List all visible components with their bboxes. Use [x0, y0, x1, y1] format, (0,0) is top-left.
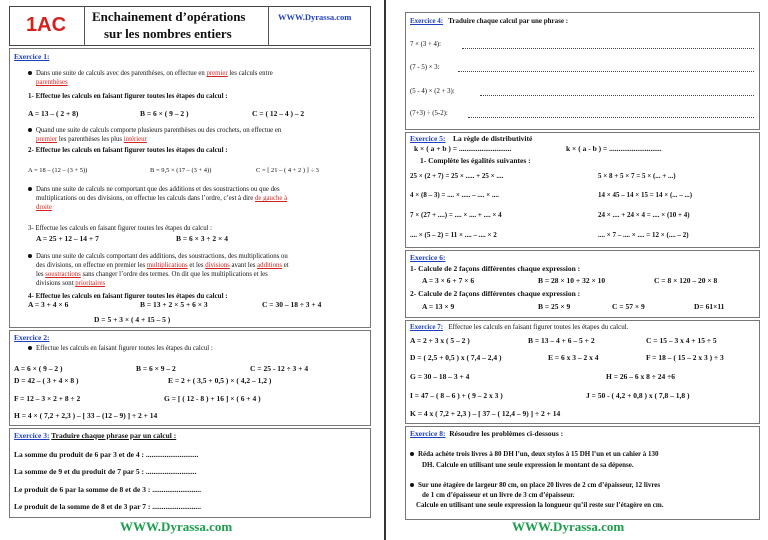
rule-2: Quand une suite de calculs comporte plusieurs parenthèses ou des crochets, on effectue en [28, 127, 281, 135]
exercice-5-title-row: Exercice 5: La règle de distributivité [410, 134, 533, 143]
left-footer-link[interactable]: WWW.Dyrassa.com [120, 519, 233, 534]
ex6-expr-b2: B = 25 × 9 [538, 302, 571, 311]
page-title-line1: Enchainement d’opérations [92, 9, 246, 24]
ex2-expr-h: H = 4 × ( 7,2 + 2,3 ) – [ 33 – (12 – 9) ] ÷ 2 + 14 [14, 411, 158, 420]
ex6-question-1: 1- Calcule de 2 façons différentes chaque expression : [410, 264, 581, 273]
q4-expr-c: C = 30 – 18 ÷ 3 + 4 [262, 300, 322, 309]
ex6-expr-a1: A = 3 × 6 + 7 × 6 [422, 276, 475, 285]
ex7-expr-d: D = ( 2,5 + 0,5 ) x ( 7,4 – 2,4 ) [410, 353, 502, 362]
ex5-question-1: 1- Complète les égalités suivantes : [420, 156, 531, 165]
rule-4-line4: divisions sont prioritaires [36, 280, 106, 287]
rule-3-droite: droite [36, 204, 52, 211]
question-3: 3- Effectue les calculs en faisant figurer toutes les étapes du calcul : [28, 225, 213, 232]
ex5-row-4a: .... × (5 – 2) = 11 × .... – .... × 2 [410, 231, 497, 239]
ex5-formula-2: k × ( a - b ) = ............................ [566, 144, 662, 153]
ex8-problem-2: Sur une étagère de largeur 80 cm, on place 20 livres de 2 cm d’épaisseur, 12 livres [410, 481, 660, 489]
rule-4-line3: les soustractions sans changer l’ordre des termes. On dit que les multiplications et les [36, 271, 268, 278]
q1-expr-a: A = 13 – ( 2 + 8) [28, 109, 79, 118]
ex5-row-4b: .... × 7 – .... × .... = 12 × (.... – 2) [598, 231, 689, 239]
ex7-expr-i: I = 47 – ( 8 – 6 ) + ( 9 – 2 x 3 ) [410, 391, 503, 400]
bullet-icon [28, 71, 32, 75]
q2-expr-b: B = 9,5 × (17 – (3 + 4)) [150, 167, 212, 174]
q2-expr-c: C = [ 21 – ( 4 + 2 ) ] ÷ 3 [256, 167, 319, 174]
ex7-expr-b: B = 13 – 4 + 6 – 5 + 2 [528, 336, 595, 345]
ex7-expr-k: K = 4 x ( 7,2 + 2,3 ) – [ 37 – ( 12,4 – 9) ] ÷ 2 + 14 [410, 409, 561, 418]
exercice-6-heading: Exercice 6: [410, 253, 446, 262]
q3-expr-a: A = 25 + 12 – 14 + 7 [36, 234, 99, 243]
exercice-8-title-row: Exercice 8: Résoudre les problèmes ci-dessous : [410, 429, 564, 438]
ex3-line-3: Le produit de 6 par la somme de 8 et de 3 : .......................... [14, 485, 202, 494]
ex3-line-4: Le produit de la somme de 8 et de 3 par 7 : .......................... [14, 502, 202, 511]
ex5-formula-1: k × ( a + b ) = ............................ [414, 144, 512, 153]
exercice-4-title-row: Exercice 4: Traduire chaque calcul par une phrase : [410, 17, 569, 25]
q4-expr-d: D = 5 + 3 × ( 4 + 15 – 5 ) [94, 315, 171, 324]
bullet-icon [410, 452, 414, 456]
ex6-expr-c2: C = 57 × 9 [612, 302, 645, 311]
bullet-icon [410, 483, 414, 487]
ex5-row-3b: 24 × .... + 24 × 4 = .... × (10 + 4) [598, 211, 690, 219]
rule-1: Dans une suite de calculs avec des parenthèses, on effectue en premier les calculs entre [28, 70, 273, 78]
question-4: 4- Effectue les calculs en faisant figurer toutes les étapes du calcul : [28, 292, 228, 300]
level-label: 1AC [26, 14, 67, 36]
ex6-expr-b1: B = 28 × 10 + 32 × 10 [538, 276, 606, 285]
exercice-2-instruction: Effectue les calculs en faisant figurer toutes les étapes du calcul : [28, 345, 213, 353]
question-2: 2- Effectue les calculs en faisant figurer toutes les étapes du calcul : [28, 146, 228, 154]
ex8-problem-2-cont: de 1 cm d’épaisseur et un livre de 3 cm d’épaisseur. [422, 491, 575, 499]
ex4-line-1: 7 × (3 + 4): [410, 41, 442, 48]
ex2-expr-f: F = 12 – 3 × 2 + 8 ÷ 2 [14, 394, 81, 403]
ex7-expr-e: E = 6 x 3 – 2 x 4 [548, 353, 599, 362]
bullet-icon [28, 128, 32, 132]
ex7-expr-j: J = 50 - ( 4,2 + 0,8 ) x ( 7,8 – 1,8 ) [586, 391, 690, 400]
bullet-icon [28, 346, 32, 350]
site-header-link[interactable]: WWW.Dyrassa.com [278, 12, 352, 22]
ex2-expr-c: C = 25 - 12 ÷ 3 + 4 [250, 364, 309, 373]
q1-expr-b: B = 6 × ( 9 – 2 ) [140, 109, 189, 118]
q4-expr-a: A = 3 + 4 × 6 [28, 300, 69, 309]
ex2-expr-e: E = 2 + ( 3,5 + 0,5 ) × ( 4,2 – 1,2 ) [168, 376, 272, 385]
page-title-line2: sur les nombres entiers [104, 26, 232, 41]
rule-3: Dans une suite de calculs ne comportant que des additions et des soustractions ou que des [28, 186, 280, 194]
ex5-row-2a: 4 × (8 – 3) = .... × ..... – .... × .... [410, 191, 499, 199]
ex7-expr-h: H = 26 – 6 x 8 ÷ 24 ÷6 [606, 372, 675, 381]
ex2-expr-a: A = 6 × ( 9 – 2 ) [14, 364, 63, 373]
exercice-7-title-row: Exercice 7: Effectue les calculs en faisant figurer toutes les étapes du calcul. [410, 323, 629, 331]
ex5-row-3a: 7 × (27 + ....) = .... × .... + .... × 4 [410, 211, 502, 219]
page-divider [384, 0, 386, 540]
exercice-1-heading: Exercice 1: [14, 52, 50, 61]
bullet-icon [28, 254, 32, 258]
q4-expr-b: B = 13 + 2 × 5 + 6 × 3 [140, 300, 208, 309]
rule-4: Dans une suite de calculs comportant des additions, des soustractions, des multiplications ou [28, 253, 288, 261]
ex6-expr-a2: A = 13 × 9 [422, 302, 455, 311]
rule-2-cont: premier les parenthèses les plus intérieur [36, 136, 147, 143]
exercice-3-title-row: Exercice 3: Traduire chaque phrase par un calcul : [14, 431, 177, 440]
ex8-problem-1-cont: DH. Calcule en utilisant une seule expression le montant de sa dépense. [422, 461, 634, 469]
ex4-line-3: (5 - 4) × (2 + 3): [410, 88, 455, 95]
ex3-line-1: La somme du produit de 6 par 3 et de 4 : ............................ [14, 450, 199, 459]
ex5-row-1a: 25 × (2 + 7) = 25 × ..... + 25 × .... [410, 172, 504, 180]
q2-expr-a: A = 18 – (12 – (3 + 5)) [28, 167, 88, 174]
ex6-question-2: 2- Calcule de 2 façons différentes chaque expression : [410, 289, 581, 298]
ex7-expr-a: A = 2 + 3 x ( 5 – 2 ) [410, 336, 470, 345]
ex7-expr-c: C = 15 – 3 x 4 + 15 ÷ 5 [646, 336, 717, 345]
exercice-2-heading: Exercice 2: [14, 333, 50, 342]
ex2-expr-d: D = 42 – ( 3 + 4 × 8 ) [14, 376, 79, 385]
right-footer-link[interactable]: WWW.Dyrassa.com [512, 519, 625, 534]
ex8-problem-1: Réda achète trois livres à 80 DH l’un, deux stylos à 15 DH l’un et un cahier à 130 [410, 450, 659, 458]
ex3-line-2: La somme de 9 et du produit de 7 par 5 : ........................... [14, 467, 197, 476]
ex4-line-2: (7 - 5) × 3: [410, 64, 440, 71]
ex2-expr-b: B = 6 × 9 – 2 [136, 364, 176, 373]
ex5-row-1b: 5 × 8 + 5 × 7 = 5 × (... + ...) [598, 172, 676, 180]
q3-expr-b: B = 6 × 3 ÷ 2 × 4 [176, 234, 228, 243]
ex8-problem-2-question: Calcule en utilisant une seule expression la longueur qu’il reste sur l’étagère en cm. [416, 501, 664, 509]
ex5-row-2b: 14 × 45 – 14 × 15 = 14 × (... – ...) [598, 191, 693, 199]
rule-1-parentheses: parenthèses [36, 79, 68, 86]
ex6-expr-d2: D= 61×11 [694, 302, 725, 311]
question-1: 1- Effectue les calculs en faisant figurer toutes les étapes du calcul : [28, 92, 228, 100]
ex4-line-4: (7+3) ÷ (5-2): [410, 110, 448, 117]
rule-3-cont: multiplications ou des divisions, on effectue les calculs dans l’ordre, c’est à dire de gauche à [36, 195, 288, 202]
q1-expr-c: C = ( 12 – 4 ) – 2 [252, 109, 305, 118]
ex2-expr-g: G = [ ( 12 - 8 ) + 16 ] × ( 6 + 4 ) [164, 394, 261, 403]
ex7-expr-f: F = 18 – ( 15 – 2 x 3 ) ÷ 3 [646, 353, 724, 362]
ex6-expr-c1: C = 8 × 120 – 20 × 8 [654, 276, 718, 285]
ex7-expr-g: G = 30 – 18 – 3 + 4 [410, 372, 470, 381]
bullet-icon [28, 187, 32, 191]
rule-4-line2: des divisions, on effectue en premier les multiplications et les divisions avant les additions et [36, 262, 289, 269]
